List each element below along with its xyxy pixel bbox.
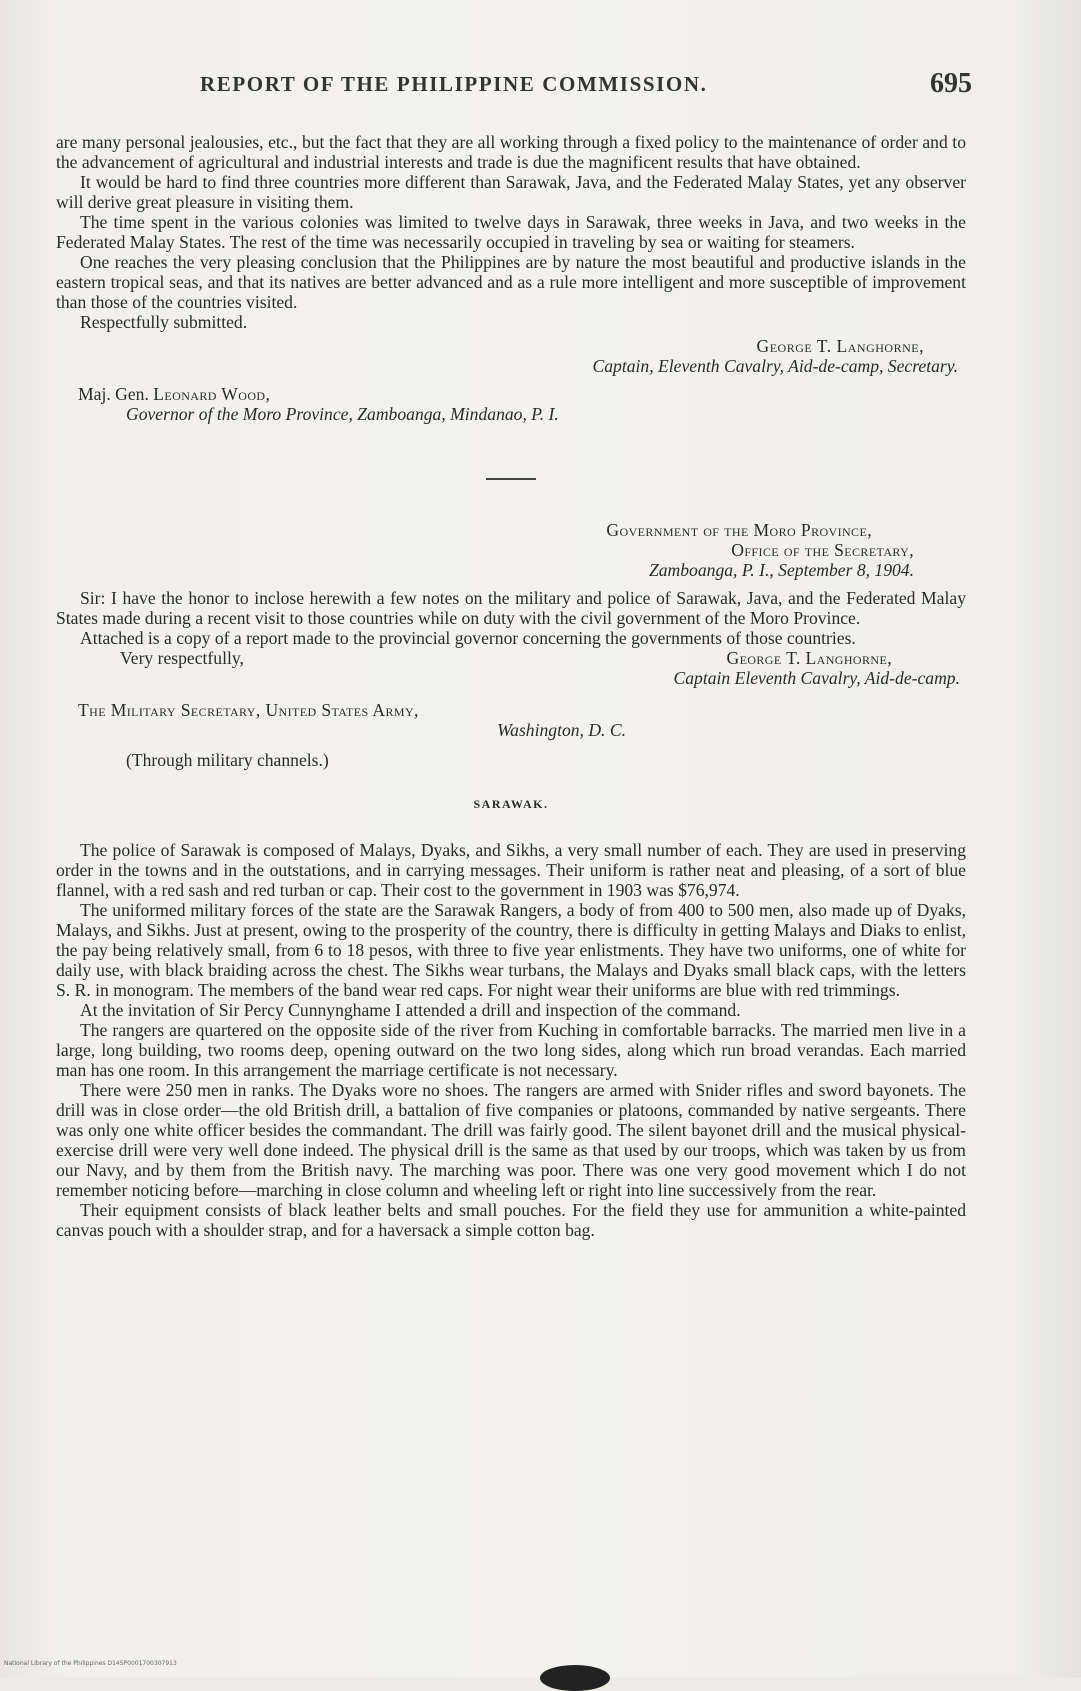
paragraph: Respectfully submitted. (80, 312, 248, 332)
paragraph: The rangers are quartered on the opposite side of the river from Kuching in comfortable barracks. The married men live in a large, long building, two rooms deep, opening outward on the two long sides, along which run broad verandas. Each married man has one room. In this arrangement the marriage certificate is not necessary. (56, 1020, 966, 1080)
paragraph: It would be hard to find three countries more different than Sarawak, Java, and the Federated Malay States, yet any observer will derive great pleasure in visiting them. (56, 172, 966, 212)
letterhead-date: Zamboanga, P. I., September 8, 1904. (648, 560, 914, 580)
footer-note: National Library of the Philippines D14SP0001700307913 (4, 1660, 177, 1667)
letterhead-line: Office of the Secretary, (731, 540, 914, 560)
recipient-block (56, 700, 966, 740)
section-divider (486, 478, 536, 480)
paragraph: There were 250 men in ranks. The Dyaks wore no shoes. The rangers are armed with Snider rifles and sword bayonets. The drill was in close order—the old British drill, a battalion of five companies or platoons, commanded by native sergeants. There was only one white officer besides the commandant. The drill was fairly good. The silent bayonet drill and the musical physical-exercise drill were very well done indeed. The physical drill is the same as that used by our troops, which was taken by us from our Navy, and by them from the British navy. The marching was poor. There was one very good movement which I do not remember noticing before—marching in close column and wheeling left or right into line successively from the rear. (56, 1080, 966, 1200)
closing-name: George T. Langhorne, (726, 648, 892, 668)
closing-salutation: Very respectfully, (120, 648, 244, 668)
signature-block (56, 336, 966, 376)
paragraph: The police of Sarawak is composed of Malays, Dyaks, and Sikhs, a very small number of each. They are used in preserving order in the towns and in the outstations, and in carrying messages. Their uniform is rather neat and pleasing, of a sort of blue flannel, with a red sash and red turban or cap. Their cost to the government in 1903 was $76,974. (56, 840, 966, 900)
recipient-location: Washington, D. C. (497, 720, 626, 740)
closing-title: Captain Eleventh Cavalry, Aid-de-camp. (673, 668, 960, 688)
closing-block (56, 648, 966, 688)
signature-name: George T. Langhorne, (756, 336, 924, 356)
page-header (60, 68, 972, 112)
addressee-prefix: Maj. Gen. (78, 384, 154, 404)
letterhead-line: Government of the Moro Province, (606, 520, 872, 540)
paragraph: Their equipment consists of black leather belts and small pouches. For the field they use for ammunition a white-painted canvas pouch with a shoulder strap, and for a haversack a simple cotton bag. (56, 1200, 966, 1240)
paragraph: At the invitation of Sir Percy Cunnynghame I attended a drill and inspection of the command. (80, 1000, 741, 1020)
paragraph: One reaches the very pleasing conclusion that the Philippines are by nature the most beautiful and productive islands in the eastern tropical seas, and that its natives are better advanced and as a rule more intelligent and more susceptible of improvement than those of the countries visited. (56, 252, 966, 312)
signature-title: Captain, Eleventh Cavalry, Aid-de-camp, Secretary. (592, 356, 958, 376)
addressee-line (78, 384, 966, 404)
paragraph: Attached is a copy of a report made to the provincial governor concerning the governments of those countries. (80, 628, 856, 648)
paragraph: The uniformed military forces of the state are the Sarawak Rangers, a body of from 400 to 500 men, also made up of Dyaks, Malays, and Sikhs. Just at present, owing to the prosperity of the country, there is difficulty in getting Malays and Diaks to enlist, the pay being relatively small, from 6 to 18 pesos, with three to five year enlistments. They have two uniforms, one of white for daily use, with black braiding across the chest. The Sikhs wear turbans, the Malays and Dyaks small black caps, with the letters S. R. in monogram. The members of the band wear red caps. For night wear their uniforms are blue with red trimmings. (56, 900, 966, 1000)
paragraph: The time spent in the various colonies was limited to twelve days in Sarawak, three weeks in Java, and two weeks in the Federated Malay States. The rest of the time was necessarily occupied in traveling by sea or waiting for steamers. (56, 212, 966, 252)
letterhead (56, 520, 966, 580)
paragraph: are many personal jealousies, etc., but the fact that they are all working through a fixed policy to the maintenance of order and to the advancement of agricultural and industrial interests and trade is due the magnificent results that have obtained. (56, 132, 966, 172)
channels-note: (Through military channels.) (126, 750, 329, 770)
scan-smudge (540, 1665, 610, 1691)
addressee-block (56, 384, 966, 424)
addressee-name: Leonard Wood, (153, 384, 271, 404)
running-head: REPORT OF THE PHILIPPINE COMMISSION. (200, 72, 708, 96)
addressee-office: Governor of the Moro Province, Zamboanga, Mindanao, P. I. (126, 404, 559, 424)
paragraph: Sir: I have the honor to inclose herewith a few notes on the military and police of Sarawak, Java, and the Federated Malay States made during a recent visit to those countries while on duty with the civil government of the Moro Province. (56, 588, 966, 628)
recipient-line: The Military Secretary, United States Army, (78, 700, 419, 720)
section-title: SARAWAK. (473, 797, 549, 811)
document-body (56, 132, 966, 1240)
page-number: 695 (930, 68, 972, 99)
